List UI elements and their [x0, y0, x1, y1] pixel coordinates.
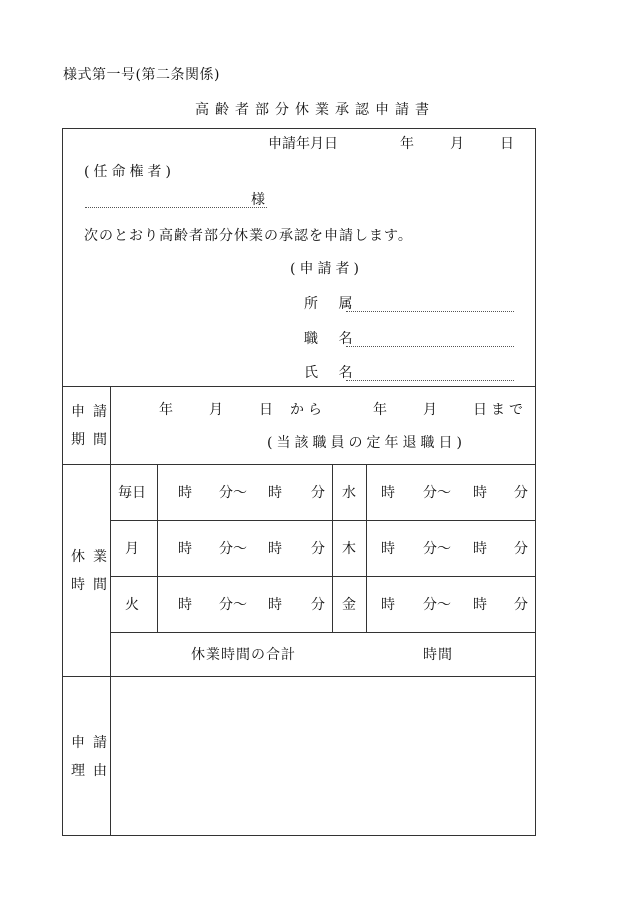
affiliation-label: 所 属 — [304, 296, 361, 312]
row1-right-start-hour: 時 — [381, 485, 395, 501]
row1-right-start-minute: 分〜 — [423, 485, 451, 501]
period-label-line1: 申請 — [71, 404, 115, 420]
row2-right-end-hour: 時 — [473, 541, 487, 557]
row1-left-start-hour: 時 — [178, 485, 192, 501]
applicant-label: (申請者) — [290, 261, 363, 277]
reason-label-line2: 理由 — [71, 763, 115, 779]
date-year-label: 年 — [400, 136, 414, 152]
name-label: 氏 名 — [304, 365, 361, 381]
row3-right-start-hour: 時 — [381, 597, 395, 613]
reason-field[interactable] — [111, 677, 535, 835]
application-statement: 次のとおり高齢者部分休業の承認を申請します。 — [84, 228, 413, 244]
row2-left-end-hour: 時 — [268, 541, 282, 557]
row2-left-end-minute: 分 — [311, 541, 325, 557]
divider-hours-row1 — [110, 520, 536, 521]
divider-after-period — [62, 464, 536, 465]
divider-hours-row2 — [110, 576, 536, 577]
period-label-line2: 期間 — [71, 432, 115, 448]
honorific-label: 様 — [251, 192, 265, 208]
day-column-divider-right — [366, 464, 367, 632]
date-day-label: 日 — [500, 136, 514, 152]
period-to-month: 月 — [423, 402, 437, 418]
row1-left-end-minute: 分 — [311, 485, 325, 501]
row1-left-start-minute: 分〜 — [219, 485, 247, 501]
affiliation-field[interactable] — [346, 311, 514, 312]
day-label-wednesday: 水 — [342, 485, 356, 501]
day-label-everyday: 毎日 — [118, 485, 146, 501]
reason-label-line1: 申請 — [71, 735, 115, 751]
row1-right-end-hour: 時 — [473, 485, 487, 501]
date-month-label: 月 — [450, 136, 464, 152]
row3-left-start-hour: 時 — [178, 597, 192, 613]
document-title: 高齢者部分休業承認申請書 — [195, 102, 435, 118]
divider-after-top — [62, 386, 536, 387]
divider-hours-row3 — [110, 632, 536, 633]
row2-left-start-hour: 時 — [178, 541, 192, 557]
hours-label-line2: 時間 — [71, 577, 115, 593]
day-label-friday: 金 — [342, 597, 356, 613]
day-column-divider-left — [157, 464, 158, 632]
period-to-day: 日まで — [473, 402, 527, 418]
hours-label-line1: 休業 — [71, 549, 115, 565]
row3-left-end-hour: 時 — [268, 597, 282, 613]
form-number: 様式第一号(第二条関係) — [63, 67, 220, 83]
position-label: 職 名 — [304, 331, 361, 347]
period-from-year: 年 — [159, 402, 173, 418]
row3-right-end-hour: 時 — [473, 597, 487, 613]
row3-left-start-minute: 分〜 — [219, 597, 247, 613]
name-field[interactable] — [346, 380, 514, 381]
period-note: (当該職員の定年退職日) — [267, 435, 466, 451]
appointer-name-field[interactable] — [85, 207, 267, 208]
period-from-month: 月 — [209, 402, 223, 418]
row2-right-end-minute: 分 — [514, 541, 528, 557]
application-date-label: 申請年月日 — [268, 136, 338, 152]
day-label-tuesday: 火 — [125, 597, 139, 613]
period-from-day: 日 — [259, 402, 273, 418]
appointer-label: (任命権者) — [84, 164, 175, 180]
period-to-year: 年 — [373, 402, 387, 418]
row2-left-start-minute: 分〜 — [219, 541, 247, 557]
day-label-monday: 月 — [125, 541, 139, 557]
row3-left-end-minute: 分 — [311, 597, 325, 613]
period-from-word: から — [290, 402, 326, 418]
position-field[interactable] — [346, 346, 514, 347]
row1-right-end-minute: 分 — [514, 485, 528, 501]
row3-right-end-minute: 分 — [514, 597, 528, 613]
day-column-divider-mid — [332, 464, 333, 632]
row3-right-start-minute: 分〜 — [423, 597, 451, 613]
row2-right-start-hour: 時 — [381, 541, 395, 557]
day-label-thursday: 木 — [342, 541, 356, 557]
total-hours-unit: 時間 — [423, 647, 453, 663]
row1-left-end-hour: 時 — [268, 485, 282, 501]
total-hours-label: 休業時間の合計 — [191, 647, 296, 663]
row2-right-start-minute: 分〜 — [423, 541, 451, 557]
